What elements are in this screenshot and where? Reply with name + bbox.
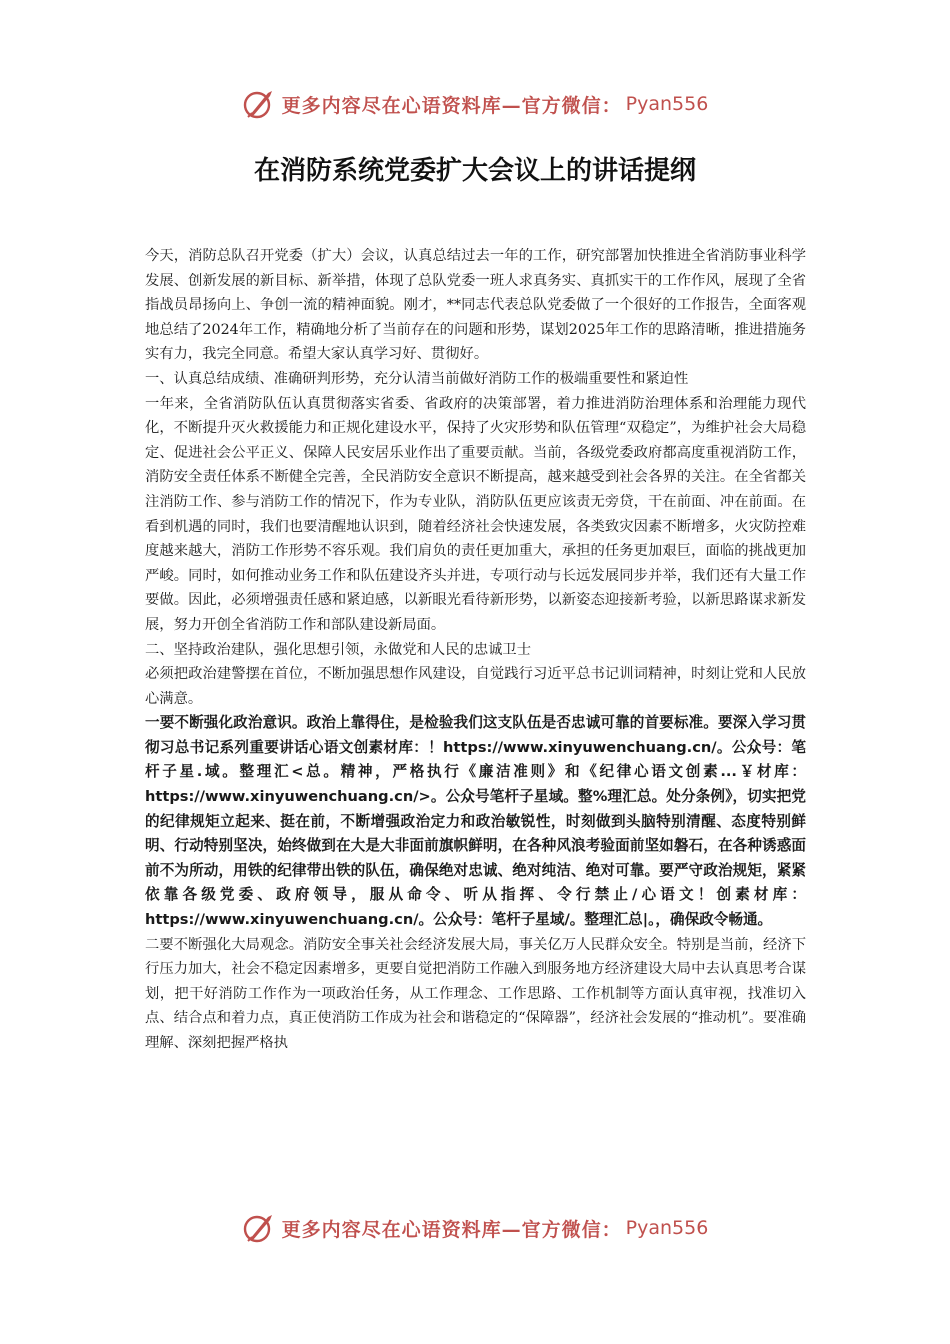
watermark-header: [0, 82, 950, 126]
pen-brush-logo-icon: [242, 1211, 276, 1245]
heading-section-1: 一、认真总结成绩、准确研判形势，充分认清当前做好消防工作的极端重要性和紧迫性: [145, 370, 689, 387]
paragraph-section-1: 一年来，全省消防队伍认真贯彻落实省委、省政府的决策部署，着力推进消防治理体系和治理能力现代化，不断提升灭火救援能力和正规化建设水平，保持了火灾形势和队伍管理“双稳定”，为维护社会大局稳定、促进社会公平正义、保障人民安居乐业作出了重要贡献。当前，各级党委政府都高度重视消防工作，消防安全责任体系不断健全完善，全民消防安全意识不断提高，越来越受到社会各界的关注。在全省都关注消防工作、参与消防工作的情况下，作为专业队，消防队伍更应该责无旁贷，干在前面、冲在前面。在看到机遇的同时，我们也要清醒地认识到，随着经济社会快速发展，各类致灾因素不断增多，火灾防控难度越来越大，消防工作形势不容乐观。我们肩负的责任更加重大，承担的任务更加艰巨，面临的挑战更加严峻。同时，如何推动业务工作和队伍建设齐头并进，专项行动与长远发展同步并举，我们还有大量工作要做。因此，必须增强责任感和紧迫感，以新眼光看待新形势，以新姿态迎接新考验，以新思路谋求新发展，努力开创全省消防工作和部队建设新局面。: [145, 395, 806, 633]
watermark-text: 更多内容尽在心语资料库—官方微信：: [281, 1218, 622, 1241]
paragraph-political-awareness: 一要不断强化政治意识。政治上靠得住，是检验我们这支队伍是否忠诚可靠的首要标准。要深入学习贯彻习总书记系列重要讲话心语文创素材库：！https://www.xinyuwenchuang.cn/。公众号：笔杆子星.域。整理汇<总。精神，严格执行《廉洁准则》和《纪律心语文创素...￥材库：https://www.xinyuwenchuang.cn/>。公众号笔杆子星域。整%理汇总。处分条例》，切实把党的纪律规矩立起来、挺在前，不断增强政治定力和政治敏锐性，时刻做到头脑特别清醒、态度特别鲜明、行动特别坚决，始终做到在大是大非面前旗帜鲜明，在各种风浪考验面前坚如磐石，在各种诱惑面前不为所动，用铁的纪律带出铁的队伍，确保绝对忠诚、绝对纯洁、绝对可靠。要严守政治规矩，紧紧依靠各级党委、政府领导，服从命令、听从指挥、令行禁止/心语文！创素材库：https://www.xinyuwenchuang.cn/。公众号：笔杆子星域/。整理汇总|。，确保政令畅通。: [145, 714, 806, 929]
document-body: [145, 244, 806, 1056]
watermark-wechat-id: Pyan556: [625, 93, 709, 115]
paragraph-intro: 今天，消防总队召开党委（扩大）会议，认真总结过去一年的工作，研究部署加快推进全省消防事业科学发展、创新发展的新目标、新举措，体现了总队党委一班人求真务实、真抓实干的工作作风，展现了全省指战员昂扬向上、争创一流的精神面貌。刚才，**同志代表总队党委做了一个很好的工作报告，全面客观地总结了2024年工作，精确地分析了当前存在的问题和形势，谋划2025年工作的思路清晰，推进措施务实有力，我完全同意。希望大家认真学习好、贯彻好。: [145, 248, 806, 363]
pen-brush-logo-icon: [242, 87, 276, 121]
watermark-footer: [0, 1206, 950, 1250]
watermark-wechat-id: Pyan556: [625, 1217, 709, 1239]
heading-section-2: 二、坚持政治建队，强化思想引领，永做党和人民的忠诚卫士: [145, 641, 532, 658]
watermark-text: 更多内容尽在心语资料库—官方微信：: [281, 94, 622, 117]
document-title: 在消防系统党委扩大会议上的讲话提纲: [253, 156, 696, 186]
paragraph-section-2-intro: 必须把政治建警摆在首位，不断加强思想作风建设，自觉践行习近平总书记训词精神，时刻让党和人民放心满意。: [145, 666, 806, 707]
paragraph-overall-view: 二要不断强化大局观念。消防安全事关社会经济发展大局，事关亿万人民群众安全。特别是当前，经济下行压力加大，社会不稳定因素增多，更要自觉把消防工作融入到服务地方经济建设大局中去认真思考合谋划，把干好消防工作作为一项政治任务，从工作理念、工作思路、工作机制等方面认真审视，找准切入点、结合点和着力点，真正使消防工作成为社会和谐稳定的“保障器”，经济社会发展的“推动机”。要准确理解、深刻把握严格执: [145, 936, 806, 1051]
